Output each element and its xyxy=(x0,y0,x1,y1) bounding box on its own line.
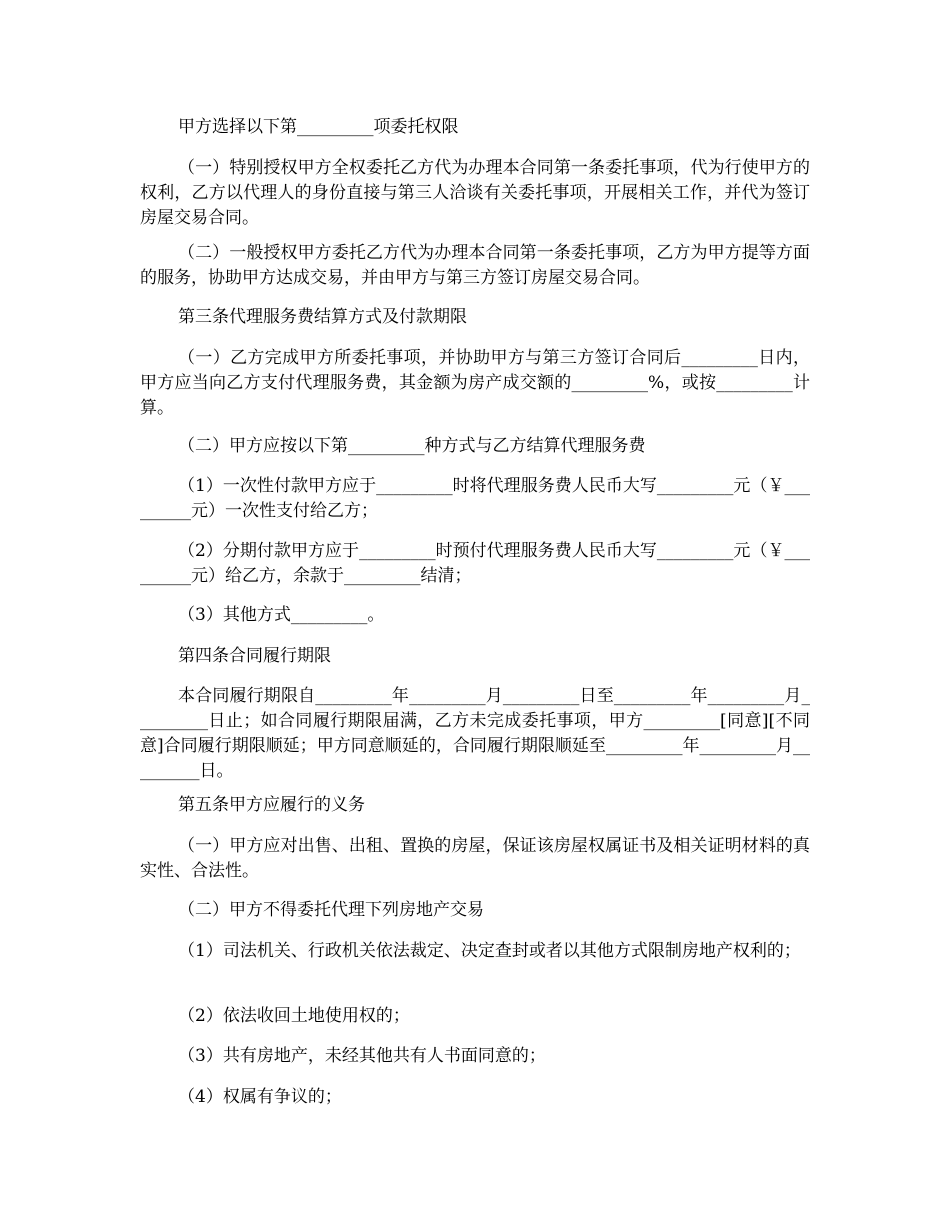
paragraph-prohibited-3: （3）共有房地产，未经其他共有人书面同意的； xyxy=(178,1046,546,1066)
paragraph-lump-sum: （1）一次性付款甲方应于_________时将代理服务费人民币大写_________元（￥_________元）一次性支付给乙方； xyxy=(140,476,810,521)
heading-article-3: 第三条代理服务费结算方式及付款期限 xyxy=(178,307,467,327)
paragraph-other-method: （3）其他方式_________。 xyxy=(178,605,385,625)
paragraph-installment: （2）分期付款甲方应于_________时预付代理服务费人民币大写_________元（￥_________元）给乙方，余款于_________结清； xyxy=(140,541,810,586)
paragraph-prohibited-2: （2）依法收回土地使用权的； xyxy=(178,1006,410,1026)
heading-article-4: 第四条合同履行期限 xyxy=(178,646,331,666)
paragraph-prohibited-transactions: （二）甲方不得委托代理下列房地产交易 xyxy=(178,900,484,920)
heading-article-5: 第五条甲方应履行的义务 xyxy=(178,795,365,815)
paragraph-prohibited-4: （4）权属有争议的； xyxy=(178,1087,342,1107)
paragraph-duty-authenticity: （一）甲方应对出售、出租、置换的房屋，保证该房屋权属证书及相关证明材料的真实性、合法性。 xyxy=(140,836,810,881)
paragraph-term: 本合同履行期限自_________年_________月_________日至_________年_________月_________日止；如合同履行期限届满，乙方未完成委托事项，甲方_________[同意][不同意]合同履行期限顺延；甲方同意顺延的，合同履行期限顺延至_________年_________月_________日。 xyxy=(140,686,810,781)
paragraph-special-authorization: （一）特别授权甲方全权委托乙方代为办理本合同第一条委托事项，代为行使甲方的权利，乙方以代理人的身份直接与第三人洽谈有关委托事项，开展相关工作，并代为签订房屋交易合同。 xyxy=(140,158,810,228)
paragraph-fee-amount: （一）乙方完成甲方所委托事项，并协助甲方与第三方签订合同后_________日内，甲方应当向乙方支付代理服务费，其金额为房产成交额的_________%，或按_________计算。 xyxy=(140,348,810,418)
paragraph-general-authorization: （二）一般授权甲方委托乙方代为办理本合同第一条委托事项，乙方为甲方提等方面的服务，协助甲方达成交易，并由甲方与第三方签订房屋交易合同。 xyxy=(140,243,810,288)
paragraph-prohibited-1: （1）司法机关、行政机关依法裁定、决定查封或者以其他方式限制房地产权利的； xyxy=(178,941,801,961)
paragraph-fee-method: （二）甲方应按以下第_________种方式与乙方结算代理服务费 xyxy=(178,436,646,456)
paragraph-authority-choice: 甲方选择以下第_________项委托权限 xyxy=(178,117,459,137)
